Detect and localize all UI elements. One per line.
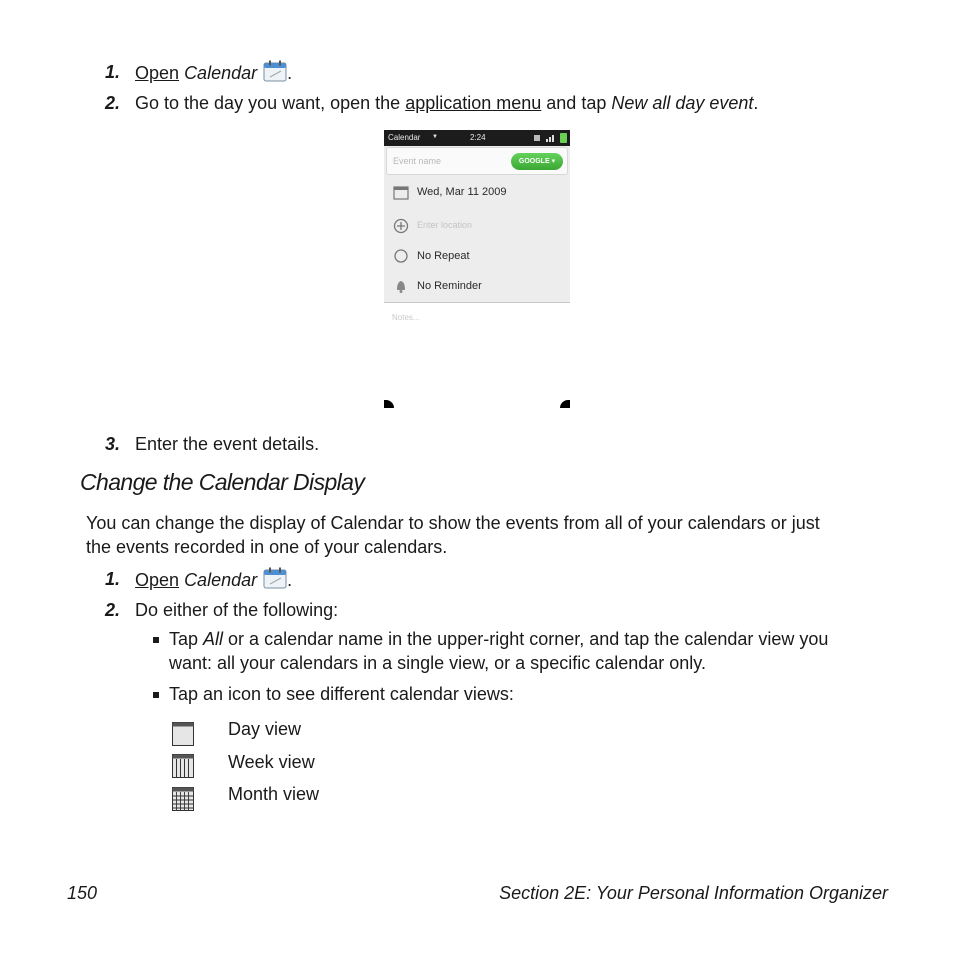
location-icon (393, 218, 409, 234)
day-view-icon (172, 722, 194, 746)
step-number: 2. (104, 93, 120, 113)
event-name-field[interactable]: Event name GOOGLE ▾ (386, 147, 568, 175)
location-row[interactable]: Enter location (384, 212, 570, 242)
step-number: 2. (104, 600, 120, 620)
calendar-icon (263, 60, 287, 82)
open-link[interactable]: Open (135, 63, 180, 83)
bullet-text: Tap an icon to see different calendar views: (169, 684, 514, 704)
intro-paragraph-line: the events recorded in one of your calendars. (86, 537, 448, 557)
date-row[interactable]: Wed, Mar 11 2009 (384, 178, 570, 208)
month-view-icon (172, 787, 194, 811)
status-bar: Calendar ▼ 2:24 (384, 130, 570, 146)
app-name: Calendar (184, 63, 258, 83)
step-text: Do either of the following: (135, 600, 339, 620)
app-name: Calendar (184, 570, 258, 590)
bullet-text: want: all your calendars in a single view, or a specific calendar only. (169, 653, 706, 673)
section-heading: Change the Calendar Display (80, 469, 365, 495)
phone-screenshot (384, 130, 570, 408)
view-label: Day view (228, 719, 302, 739)
step-text: Enter the event details. (135, 434, 320, 454)
bullet (153, 637, 159, 643)
all-label: All (203, 629, 224, 649)
google-calendar-button[interactable]: GOOGLE ▾ (511, 153, 563, 170)
new-all-day-event-label: New all day event (611, 93, 754, 113)
step-number: 1. (104, 62, 120, 82)
bullet-text: Tap All or a calendar name in the upper-right corner, and tap the calendar view you (169, 629, 829, 649)
step-text: Open Calendar . (135, 60, 292, 85)
repeat-icon (393, 248, 409, 264)
application-menu-link[interactable]: application menu (405, 93, 542, 113)
section-title: Section 2E: Your Personal Information Organizer (499, 883, 888, 903)
reminder-row[interactable]: No Reminder (384, 272, 570, 302)
week-view-icon (172, 754, 194, 778)
reminder-bell-icon (393, 278, 409, 294)
step-text: Open Calendar . (135, 567, 292, 592)
repeat-row[interactable]: No Repeat (384, 242, 570, 272)
step-text: Go to the day you want, open the application menu and tap New all day event. (135, 93, 759, 113)
page-number: 150 (67, 883, 98, 903)
bullet (153, 692, 159, 698)
open-link[interactable]: Open (135, 570, 180, 590)
calendar-icon (263, 567, 287, 589)
step-number: 1. (104, 569, 120, 589)
signal-battery-icon (534, 133, 568, 143)
view-label: Week view (228, 752, 315, 772)
view-label: Month view (228, 784, 320, 804)
calendar-date-icon (393, 184, 409, 200)
step-number: 3. (104, 434, 120, 454)
notes-field[interactable]: Notes... (384, 302, 570, 408)
intro-paragraph-line: You can change the display of Calendar to show the events from all of your calendars or just (86, 513, 820, 533)
